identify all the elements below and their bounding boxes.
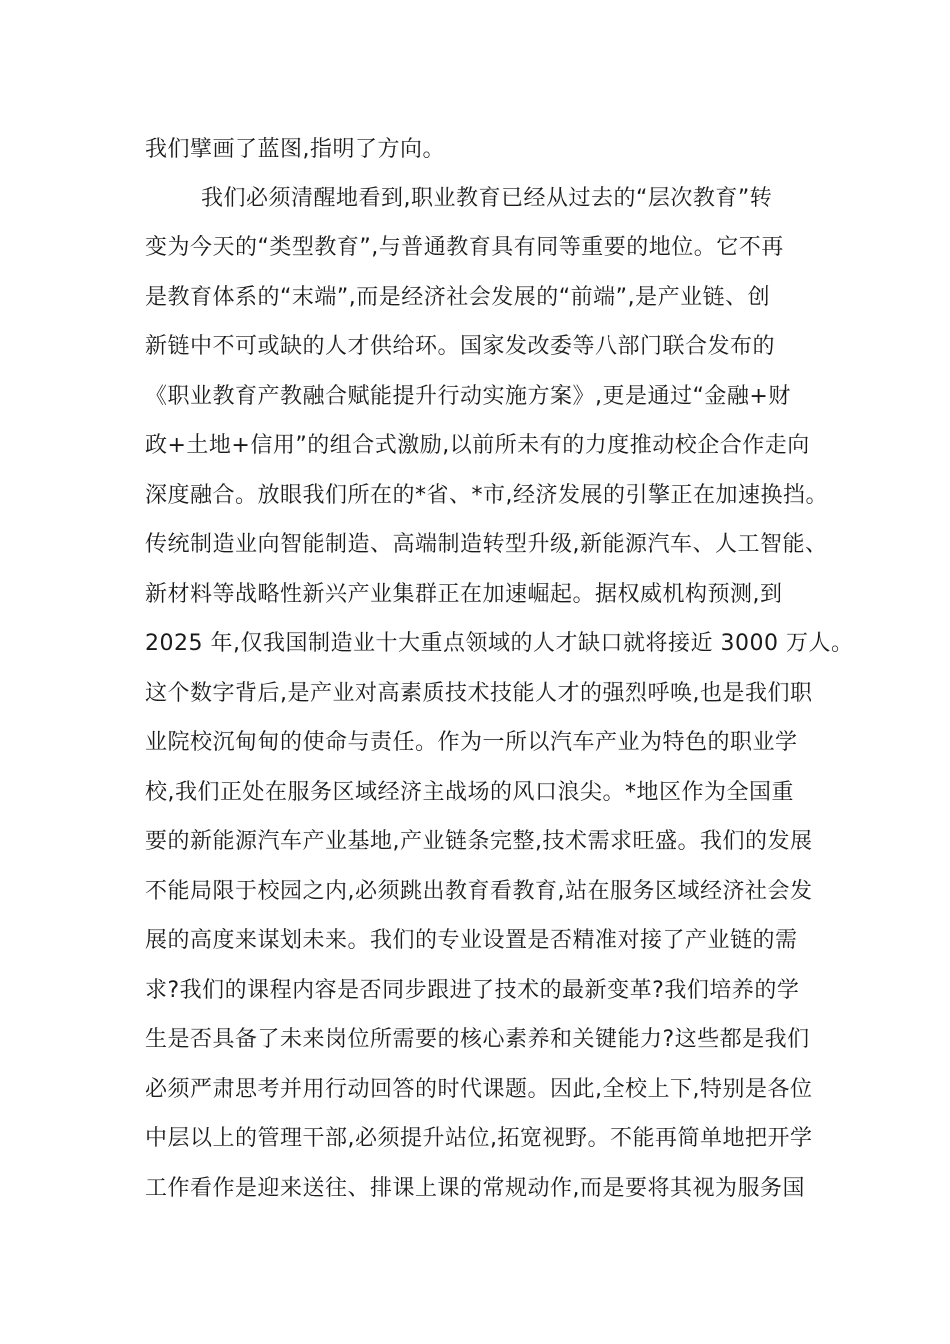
text-line: 是教育体系的“末端”,而是经济社会发展的“前端”,是产业链、创 — [145, 285, 771, 310]
text-line: 深度融合。放眼我们所在的*省、*市,经济发展的引擎正在加速换挡。 — [145, 483, 828, 508]
text-line: 求?我们的课程内容是否同步跟进了技术的最新变革?我们培养的学 — [145, 978, 800, 1003]
text-line: 《职业教育产教融合赋能提升行动实施方案》,更是通过“金融+财 — [145, 384, 791, 409]
text-line: 我们擘画了蓝图,指明了方向。 — [145, 137, 445, 162]
text-line: 2025 年,仅我国制造业十大重点领域的人才缺口就将接近 3000 万人。 — [145, 631, 854, 656]
text-line: 政+土地+信用”的组合式激励,以前所未有的力度推动校企合作走向 — [145, 433, 810, 458]
text-line: 变为今天的“类型教育”,与普通教育具有同等重要的地位。它不再 — [145, 235, 784, 260]
text-line: 新链中不可或缺的人才供给环。国家发改委等八部门联合发布的 — [145, 334, 776, 359]
text-line: 校,我们正处在服务区域经济主战场的风口浪尖。*地区作为全国重 — [145, 780, 794, 805]
text-line: 生是否具备了未来岗位所需要的核心素养和关键能力?这些都是我们 — [145, 1027, 810, 1052]
text-line: 展的高度来谋划未来。我们的专业设置是否精准对接了产业链的需 — [145, 928, 798, 953]
text-line: 中层以上的管理干部,必须提升站位,拓宽视野。不能再简单地把开学 — [145, 1126, 813, 1151]
text-line: 这个数字背后,是产业对高素质技术技能人才的强烈呼唤,也是我们职 — [145, 681, 813, 706]
text-line: 新材料等战略性新兴产业集群正在加速崛起。据权威机构预测,到 — [145, 582, 783, 607]
text-line: 我们必须清醒地看到,职业教育已经从过去的“层次教育”转 — [201, 186, 773, 211]
text-line: 不能局限于校园之内,必须跳出教育看教育,站在服务区域经济社会发 — [145, 879, 813, 904]
text-line: 传统制造业向智能制造、高端制造转型升级,新能源汽车、人工智能、 — [145, 532, 828, 557]
text-line: 工作看作是迎来送往、排课上课的常规动作,而是要将其视为服务国 — [145, 1176, 805, 1201]
text-line: 要的新能源汽车产业基地,产业链条完整,技术需求旺盛。我们的发展 — [145, 829, 813, 854]
text-line: 业院校沉甸甸的使命与责任。作为一所以汽车产业为特色的职业学 — [145, 730, 798, 755]
text-line: 必须严肃思考并用行动回答的时代课题。因此,全校上下,特别是各位 — [145, 1077, 813, 1102]
